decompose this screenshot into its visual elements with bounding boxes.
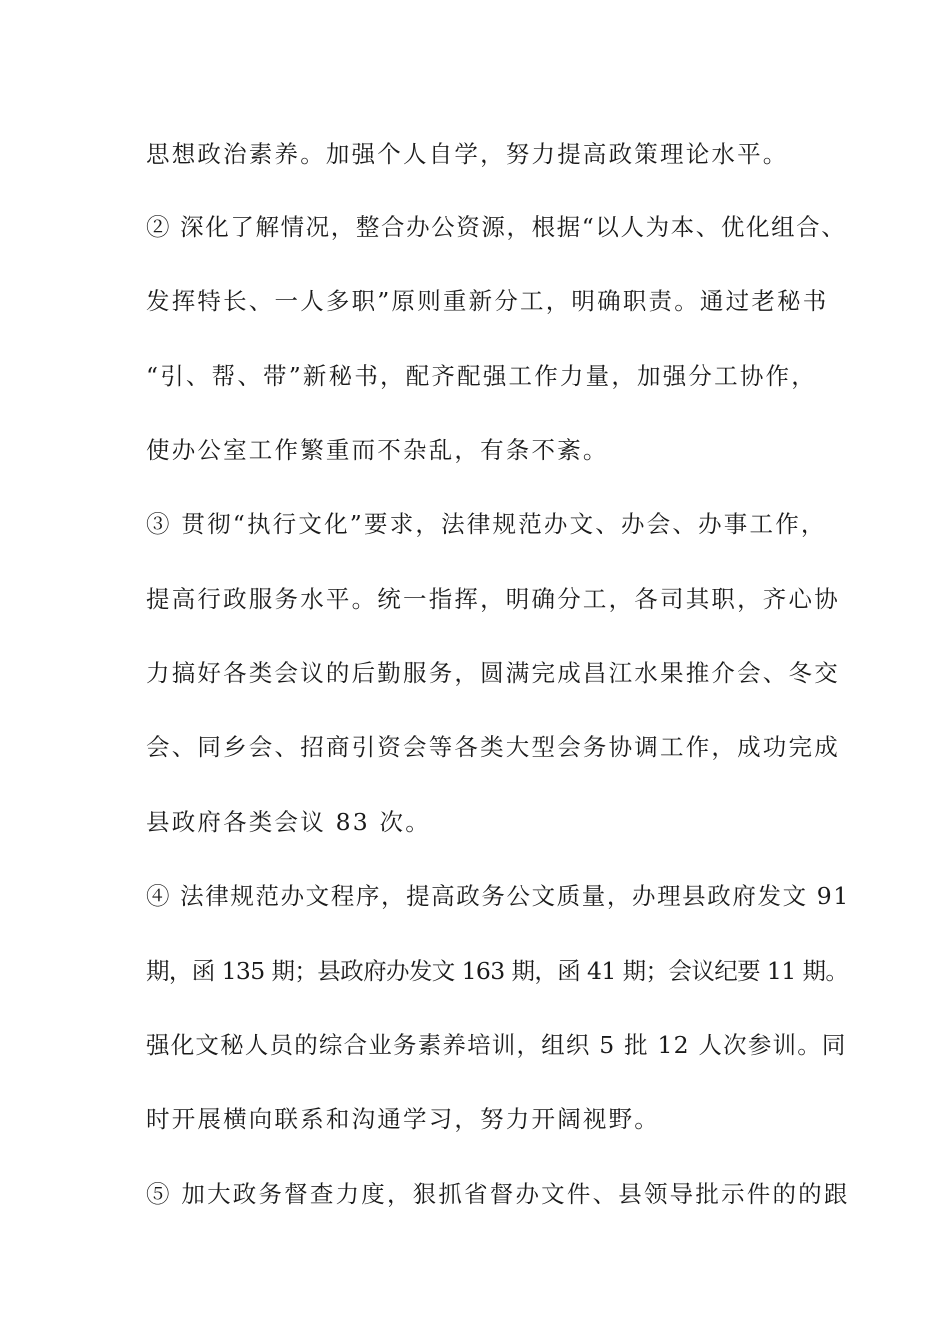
text-line-8: 力搞好各类会议的后勤服务，圆满完成昌江水果推介会、冬交 [146, 659, 840, 687]
text-line-9: 会、同乡会、招商引资会等各类大型会务协调工作，成功完成 [146, 733, 840, 761]
text-line-2: ② 深化了解情况，整合办公资源，根据“以人为本、优化组合、 [146, 213, 847, 241]
text-line-10: 县政府各类会议 83 次。 [146, 808, 431, 836]
text-line-5: 使办公室工作繁重而不杂乱，有条不紊。 [146, 436, 609, 464]
text-line-11: ④ 法律规范办文程序，提高政务公文质量，办理县政府发文 91 [146, 882, 850, 910]
text-line-3: 发挥特长、一人多职”原则重新分工，明确职责。通过老秘书 [146, 287, 829, 315]
text-line-13: 强化文秘人员的综合业务素养培训，组织 5 批 12 人次参训。同 [146, 1031, 847, 1059]
text-line-4: “引、帮、带”新秘书，配齐配强工作力量，加强分工协作， [146, 362, 817, 390]
text-line-15: ⑤ 加大政务督查力度，狠抓省督办文件、县领导批示件的的跟 [146, 1180, 850, 1208]
text-line-7: 提高行政服务水平。统一指挥，明确分工，各司其职，齐心协 [146, 585, 840, 613]
text-line-6: ③ 贯彻“执行文化”要求，法律规范办文、办会、办事工作， [146, 510, 827, 538]
text-line-12: 期，函 135 期；县政府办发文 163 期，函 41 期；会议纪要 11 期。 [146, 957, 849, 985]
text-line-1: 思想政治素养。加强个人自学，努力提高政策理论水平。 [146, 140, 789, 168]
text-line-14: 时开展横向联系和沟通学习，努力开阔视野。 [146, 1105, 660, 1133]
